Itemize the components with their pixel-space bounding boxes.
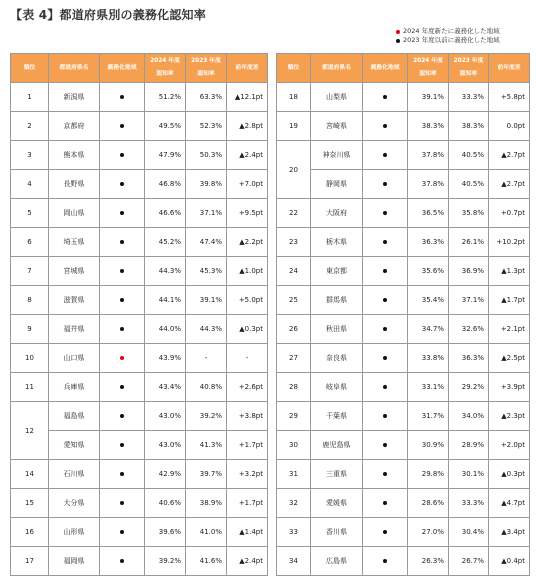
diff-cell: +1.7pt	[227, 431, 268, 460]
prefecture-cell: 福岡県	[49, 547, 100, 576]
black-dot-icon	[120, 530, 124, 534]
prefecture-cell: 広島県	[311, 547, 363, 576]
mandate-cell	[100, 199, 145, 228]
prefecture-cell: 石川県	[49, 460, 100, 489]
diff-cell: +3.9pt	[489, 373, 530, 402]
rate-2023-cell: 40.8%	[186, 373, 227, 402]
table-row	[11, 402, 268, 431]
table-row	[11, 547, 268, 576]
black-dot-icon	[383, 211, 387, 215]
rank-cell: 27	[277, 344, 311, 373]
mandate-cell	[363, 315, 408, 344]
table-row	[277, 547, 530, 576]
black-dot-icon	[383, 414, 387, 418]
header-2023: 2023 年度 認知率	[449, 54, 489, 83]
header-2024: 2024 年度 認知率	[408, 54, 449, 83]
mandate-cell	[363, 257, 408, 286]
rate-2024-cell: 37.8%	[408, 141, 449, 170]
mandate-cell	[100, 373, 145, 402]
rate-2023-cell: 32.6%	[449, 315, 489, 344]
table-row	[11, 286, 268, 315]
mandate-cell	[100, 141, 145, 170]
black-dot-icon	[120, 327, 124, 331]
rank-cell: 23	[277, 228, 311, 257]
mandate-cell	[100, 431, 145, 460]
black-dot-icon	[120, 182, 124, 186]
mandate-cell	[100, 170, 145, 199]
rate-2024-cell: 49.5%	[145, 112, 186, 141]
prefecture-cell: 鹿児島県	[311, 431, 363, 460]
table-row	[11, 228, 268, 257]
rate-2023-cell: 33.3%	[449, 83, 489, 112]
prefecture-cell: 岐阜県	[311, 373, 363, 402]
mandate-cell	[100, 344, 145, 373]
rate-2024-cell: 46.8%	[145, 170, 186, 199]
rate-2024-cell: 36.3%	[408, 228, 449, 257]
rate-2023-cell: 37.1%	[186, 199, 227, 228]
rate-2024-cell: 35.6%	[408, 257, 449, 286]
table-row	[277, 373, 530, 402]
mandate-cell	[100, 286, 145, 315]
mandate-cell	[363, 112, 408, 141]
rank-cell: 8	[11, 286, 49, 315]
table-header-row	[11, 54, 268, 83]
rank-cell: 14	[11, 460, 49, 489]
diff-cell: ▲2.3pt	[489, 402, 530, 431]
rate-2023-cell: -	[186, 344, 227, 373]
rate-2024-cell: 44.3%	[145, 257, 186, 286]
prefecture-cell: 大阪府	[311, 199, 363, 228]
prefecture-cell: 栃木県	[311, 228, 363, 257]
table-row	[277, 489, 530, 518]
prefecture-cell: 京都府	[49, 112, 100, 141]
rate-2024-cell: 39.2%	[145, 547, 186, 576]
rank-cell: 16	[11, 518, 49, 547]
mandate-cell	[100, 518, 145, 547]
rank-cell: 9	[11, 315, 49, 344]
black-dot-icon	[383, 182, 387, 186]
rate-2024-cell: 46.6%	[145, 199, 186, 228]
header-rank: 順位	[277, 54, 311, 83]
diff-cell: +3.8pt	[227, 402, 268, 431]
table-row	[277, 460, 530, 489]
prefecture-cell: 山梨県	[311, 83, 363, 112]
diff-cell: +5.0pt	[227, 286, 268, 315]
black-dot-icon	[120, 559, 124, 563]
rate-2024-cell: 43.0%	[145, 402, 186, 431]
mandate-cell	[363, 228, 408, 257]
table-row	[11, 431, 268, 460]
red-dot-icon	[120, 356, 124, 360]
mandate-cell	[363, 402, 408, 431]
diff-cell: ▲0.3pt	[227, 315, 268, 344]
rank-cell: 19	[277, 112, 311, 141]
rank-cell: 20	[277, 141, 311, 199]
header-prefecture: 都道府県名	[311, 54, 363, 83]
prefecture-cell: 神奈川県	[311, 141, 363, 170]
black-dot-icon	[383, 327, 387, 331]
diff-cell: ▲2.7pt	[489, 141, 530, 170]
header-diff: 前年度差	[489, 54, 530, 83]
black-dot-icon	[383, 124, 387, 128]
rate-2024-cell: 28.6%	[408, 489, 449, 518]
rate-2023-cell: 36.3%	[449, 344, 489, 373]
legend-item-new	[396, 27, 500, 36]
black-dot-icon	[120, 385, 124, 389]
diff-cell: ▲1.4pt	[227, 518, 268, 547]
table-row	[11, 489, 268, 518]
diff-cell: +1.7pt	[227, 489, 268, 518]
rate-2023-cell: 29.2%	[449, 373, 489, 402]
table-row	[277, 518, 530, 547]
table-row	[277, 315, 530, 344]
rate-2024-cell: 33.8%	[408, 344, 449, 373]
diff-cell: +7.0pt	[227, 170, 268, 199]
prefecture-cell: 愛媛県	[311, 489, 363, 518]
mandate-cell	[100, 112, 145, 141]
prefecture-cell: 山口県	[49, 344, 100, 373]
rate-2023-cell: 33.3%	[449, 489, 489, 518]
rank-cell: 10	[11, 344, 49, 373]
diff-cell: +3.2pt	[227, 460, 268, 489]
rate-2024-cell: 34.7%	[408, 315, 449, 344]
rank-cell: 11	[11, 373, 49, 402]
rate-2024-cell: 35.4%	[408, 286, 449, 315]
header-mandate: 義務化地域	[100, 54, 145, 83]
prefecture-cell: 熊本県	[49, 141, 100, 170]
diff-cell: ▲2.7pt	[489, 170, 530, 199]
table-row	[11, 83, 268, 112]
black-dot-icon	[120, 443, 124, 447]
diff-cell: ▲2.5pt	[489, 344, 530, 373]
rate-2024-cell: 31.7%	[408, 402, 449, 431]
black-dot-icon	[383, 559, 387, 563]
black-dot-icon	[120, 298, 124, 302]
table-row	[277, 112, 530, 141]
rate-2023-cell: 45.3%	[186, 257, 227, 286]
rate-2023-cell: 44.3%	[186, 315, 227, 344]
diff-cell: +0.7pt	[489, 199, 530, 228]
mandate-cell	[363, 170, 408, 199]
rate-2024-cell: 39.6%	[145, 518, 186, 547]
diff-cell: ▲1.7pt	[489, 286, 530, 315]
black-dot-icon	[383, 530, 387, 534]
rate-2023-cell: 37.1%	[449, 286, 489, 315]
prefecture-cell: 愛知県	[49, 431, 100, 460]
rate-2023-cell: 35.8%	[449, 199, 489, 228]
header-diff: 前年度差	[227, 54, 268, 83]
diff-cell: +9.5pt	[227, 199, 268, 228]
table-row	[277, 228, 530, 257]
table-row	[277, 170, 530, 199]
table-row	[11, 460, 268, 489]
table-row	[277, 431, 530, 460]
diff-cell: ▲12.1pt	[227, 83, 268, 112]
rank-cell: 15	[11, 489, 49, 518]
diff-cell: ▲2.2pt	[227, 228, 268, 257]
black-dot-icon	[383, 385, 387, 389]
header-2023: 2023 年度 認知率	[186, 54, 227, 83]
diff-cell: +5.8pt	[489, 83, 530, 112]
black-dot-icon	[383, 472, 387, 476]
rate-2023-cell: 39.2%	[186, 402, 227, 431]
rate-2023-cell: 40.5%	[449, 170, 489, 199]
rate-2023-cell: 41.6%	[186, 547, 227, 576]
table-row	[277, 344, 530, 373]
rank-cell: 18	[277, 83, 311, 112]
rank-cell: 33	[277, 518, 311, 547]
ranking-table-left	[10, 53, 268, 576]
table-row	[11, 257, 268, 286]
rate-2024-cell: 44.0%	[145, 315, 186, 344]
rate-2023-cell: 34.0%	[449, 402, 489, 431]
prefecture-cell: 群馬県	[311, 286, 363, 315]
rank-cell: 17	[11, 547, 49, 576]
rate-2024-cell: 26.3%	[408, 547, 449, 576]
rate-2024-cell: 43.0%	[145, 431, 186, 460]
black-dot-icon	[120, 501, 124, 505]
diff-cell: +10.2pt	[489, 228, 530, 257]
mandate-cell	[363, 344, 408, 373]
black-dot-icon	[120, 153, 124, 157]
rate-2024-cell: 47.9%	[145, 141, 186, 170]
prefecture-cell: 福島県	[49, 402, 100, 431]
diff-cell: +2.0pt	[489, 431, 530, 460]
rate-2023-cell: 30.1%	[449, 460, 489, 489]
rate-2024-cell: 38.3%	[408, 112, 449, 141]
mandate-cell	[363, 489, 408, 518]
prefecture-cell: 香川県	[311, 518, 363, 547]
mandate-cell	[100, 228, 145, 257]
rate-2024-cell: 43.4%	[145, 373, 186, 402]
mandate-cell	[363, 460, 408, 489]
diff-cell: +2.1pt	[489, 315, 530, 344]
table-row	[277, 199, 530, 228]
black-dot-icon	[120, 240, 124, 244]
black-dot-icon	[120, 211, 124, 215]
black-dot-icon	[383, 501, 387, 505]
mandate-cell	[100, 460, 145, 489]
table-row	[11, 112, 268, 141]
rate-2023-cell: 26.1%	[449, 228, 489, 257]
diff-cell: ▲4.7pt	[489, 489, 530, 518]
rate-2024-cell: 36.5%	[408, 199, 449, 228]
prefecture-cell: 千葉県	[311, 402, 363, 431]
mandate-cell	[363, 547, 408, 576]
diff-cell: ▲3.4pt	[489, 518, 530, 547]
rank-cell: 2	[11, 112, 49, 141]
diff-cell: ▲1.3pt	[489, 257, 530, 286]
rate-2024-cell: 51.2%	[145, 83, 186, 112]
header-2024: 2024 年度 認知率	[145, 54, 186, 83]
rate-2023-cell: 36.9%	[449, 257, 489, 286]
rate-2023-cell: 39.7%	[186, 460, 227, 489]
rank-cell: 5	[11, 199, 49, 228]
page-title: 【表 4】都道府県別の義務化認知率	[10, 8, 206, 22]
black-dot-icon	[383, 95, 387, 99]
prefecture-cell: 岡山県	[49, 199, 100, 228]
table-row	[277, 141, 530, 170]
table-row	[277, 402, 530, 431]
black-dot-icon	[120, 472, 124, 476]
rank-cell: 22	[277, 199, 311, 228]
table-row	[277, 83, 530, 112]
red-dot-icon	[396, 30, 400, 34]
legend	[396, 27, 500, 45]
rank-cell: 7	[11, 257, 49, 286]
black-dot-icon	[396, 39, 400, 43]
rank-cell: 30	[277, 431, 311, 460]
rate-2023-cell: 38.3%	[449, 112, 489, 141]
rate-2024-cell: 37.8%	[408, 170, 449, 199]
diff-cell: +2.6pt	[227, 373, 268, 402]
header-rank: 順位	[11, 54, 49, 83]
prefecture-cell: 三重県	[311, 460, 363, 489]
rank-cell: 4	[11, 170, 49, 199]
mandate-cell	[363, 431, 408, 460]
mandate-cell	[363, 373, 408, 402]
black-dot-icon	[383, 153, 387, 157]
header-mandate: 義務化地域	[363, 54, 408, 83]
black-dot-icon	[383, 443, 387, 447]
rate-2023-cell: 47.4%	[186, 228, 227, 257]
table-row	[11, 141, 268, 170]
prefecture-cell: 静岡県	[311, 170, 363, 199]
rank-cell: 26	[277, 315, 311, 344]
rate-2023-cell: 40.5%	[449, 141, 489, 170]
mandate-cell	[363, 83, 408, 112]
rank-cell: 31	[277, 460, 311, 489]
prefecture-cell: 宮崎県	[311, 112, 363, 141]
table-row	[277, 286, 530, 315]
legend-item-old	[396, 36, 500, 45]
rate-2024-cell: 30.9%	[408, 431, 449, 460]
prefecture-cell: 長野県	[49, 170, 100, 199]
table-row	[277, 257, 530, 286]
rank-cell: 25	[277, 286, 311, 315]
rate-2024-cell: 43.9%	[145, 344, 186, 373]
rate-2024-cell: 29.8%	[408, 460, 449, 489]
legend-old-label: 2023 年度以前に義務化した地域	[403, 36, 500, 44]
mandate-cell	[100, 547, 145, 576]
mandate-cell	[363, 199, 408, 228]
black-dot-icon	[120, 95, 124, 99]
prefecture-cell: 山形県	[49, 518, 100, 547]
table-row	[11, 344, 268, 373]
diff-cell: 0.0pt	[489, 112, 530, 141]
prefecture-cell: 埼玉県	[49, 228, 100, 257]
prefecture-cell: 滋賀県	[49, 286, 100, 315]
header-prefecture: 都道府県名	[49, 54, 100, 83]
rank-cell: 12	[11, 402, 49, 460]
rate-2024-cell: 27.0%	[408, 518, 449, 547]
rate-2024-cell: 45.2%	[145, 228, 186, 257]
mandate-cell	[100, 402, 145, 431]
rate-2023-cell: 28.9%	[449, 431, 489, 460]
prefecture-cell: 東京都	[311, 257, 363, 286]
diff-cell: ▲0.3pt	[489, 460, 530, 489]
rate-2023-cell: 26.7%	[449, 547, 489, 576]
diff-cell: -	[227, 344, 268, 373]
rank-cell: 1	[11, 83, 49, 112]
table-row	[11, 518, 268, 547]
prefecture-cell: 秋田県	[311, 315, 363, 344]
rate-2023-cell: 30.4%	[449, 518, 489, 547]
prefecture-cell: 福井県	[49, 315, 100, 344]
table-row	[11, 170, 268, 199]
diff-cell: ▲1.0pt	[227, 257, 268, 286]
black-dot-icon	[383, 240, 387, 244]
mandate-cell	[100, 257, 145, 286]
mandate-cell	[363, 286, 408, 315]
legend-new-label: 2024 年度新たに義務化した地域	[403, 27, 500, 35]
mandate-cell	[100, 83, 145, 112]
rate-2024-cell: 42.9%	[145, 460, 186, 489]
mandate-cell	[363, 518, 408, 547]
mandate-cell	[100, 315, 145, 344]
black-dot-icon	[120, 414, 124, 418]
rank-cell: 34	[277, 547, 311, 576]
black-dot-icon	[383, 269, 387, 273]
rate-2023-cell: 63.3%	[186, 83, 227, 112]
rate-2023-cell: 39.8%	[186, 170, 227, 199]
mandate-cell	[363, 141, 408, 170]
rate-2023-cell: 52.3%	[186, 112, 227, 141]
table-header-row	[277, 54, 530, 83]
diff-cell: ▲2.8pt	[227, 112, 268, 141]
black-dot-icon	[120, 269, 124, 273]
rate-2024-cell: 40.6%	[145, 489, 186, 518]
rank-cell: 32	[277, 489, 311, 518]
ranking-table-right	[276, 53, 530, 576]
prefecture-cell: 兵庫県	[49, 373, 100, 402]
table-row	[11, 199, 268, 228]
diff-cell: ▲0.4pt	[489, 547, 530, 576]
rate-2024-cell: 33.1%	[408, 373, 449, 402]
rate-2023-cell: 38.9%	[186, 489, 227, 518]
table-row	[11, 373, 268, 402]
rate-2023-cell: 39.1%	[186, 286, 227, 315]
prefecture-cell: 大分県	[49, 489, 100, 518]
black-dot-icon	[120, 124, 124, 128]
rate-2024-cell: 44.1%	[145, 286, 186, 315]
mandate-cell	[100, 489, 145, 518]
prefecture-cell: 宮城県	[49, 257, 100, 286]
prefecture-cell: 奈良県	[311, 344, 363, 373]
rank-cell: 24	[277, 257, 311, 286]
diff-cell: ▲2.4pt	[227, 547, 268, 576]
rank-cell: 3	[11, 141, 49, 170]
rate-2023-cell: 50.3%	[186, 141, 227, 170]
rank-cell: 28	[277, 373, 311, 402]
table-row	[11, 315, 268, 344]
black-dot-icon	[383, 298, 387, 302]
rate-2024-cell: 39.1%	[408, 83, 449, 112]
rank-cell: 29	[277, 402, 311, 431]
rank-cell: 6	[11, 228, 49, 257]
rate-2023-cell: 41.0%	[186, 518, 227, 547]
prefecture-cell: 新潟県	[49, 83, 100, 112]
diff-cell: ▲2.4pt	[227, 141, 268, 170]
rate-2023-cell: 41.3%	[186, 431, 227, 460]
black-dot-icon	[383, 356, 387, 360]
